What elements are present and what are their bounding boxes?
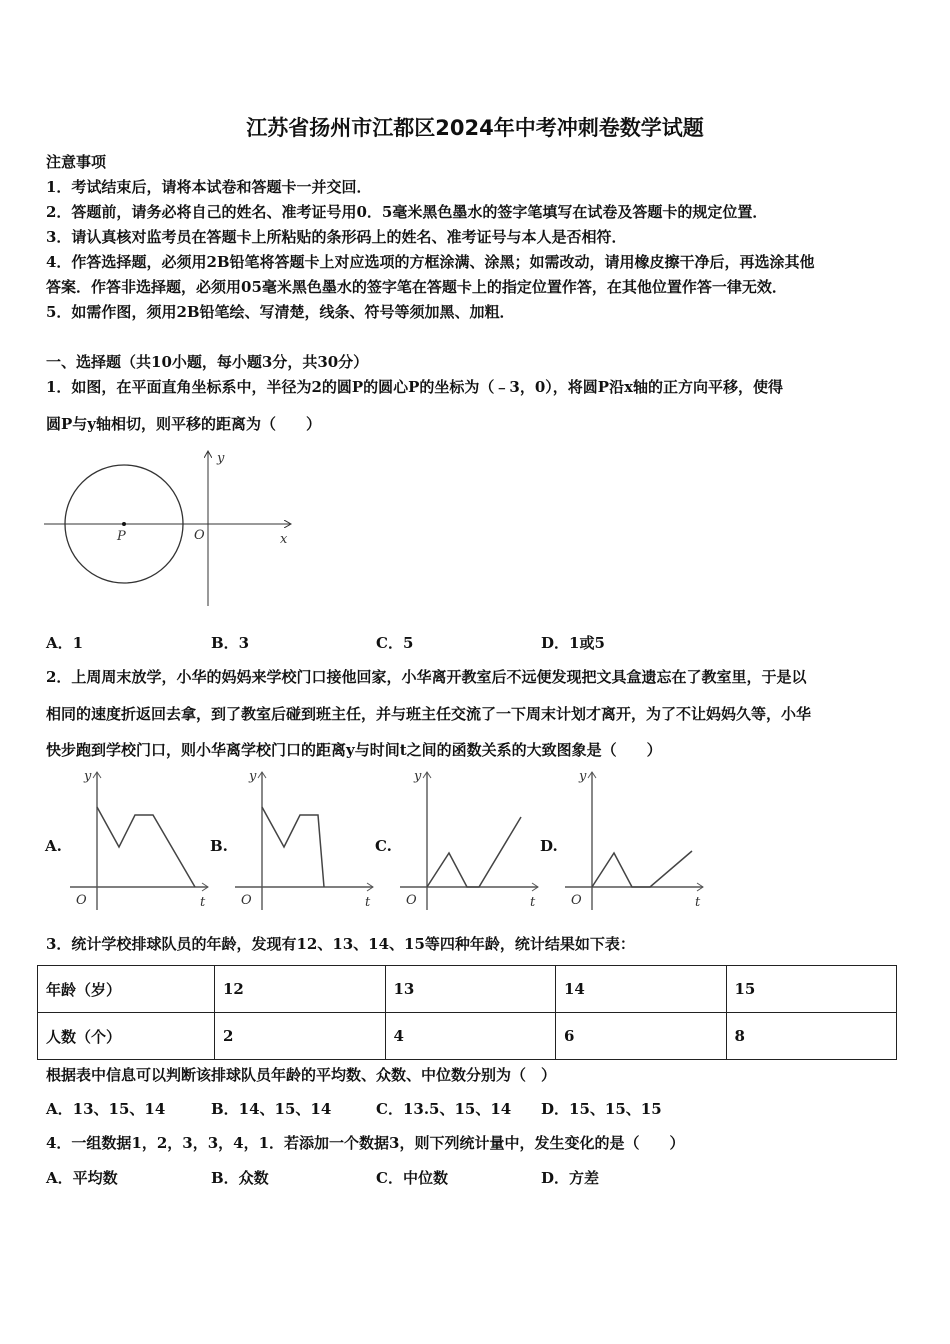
q2-graph-c	[400, 768, 545, 913]
t-label: t	[200, 895, 206, 910]
q1-option-a[interactable]: A．1	[46, 634, 84, 652]
t-label: t	[695, 895, 701, 910]
q2-option-a[interactable]: A.	[45, 837, 62, 855]
y-label: y	[579, 769, 587, 784]
q4-option-d[interactable]: D．方差	[541, 1169, 600, 1187]
q3-question: 根据表中信息可以判断该排球队员年龄的平均数、众数、中位数分别为（ ）	[46, 1066, 557, 1084]
q4-option-c[interactable]: C．中位数	[376, 1169, 448, 1187]
q3-option-a[interactable]: A．13、15、14	[46, 1100, 166, 1118]
q3-option-c[interactable]: C．13.5、15、14	[376, 1100, 512, 1118]
table-cell: 人数（个）	[38, 1013, 215, 1060]
q2-text: 快步跑到学校门口，则小华离学校门口的距离y与时间t之间的函数关系的大致图象是（ ）	[46, 741, 662, 759]
origin-label: O	[241, 893, 252, 908]
table-cell: 12	[215, 966, 386, 1013]
notice-item: 2．答题前，请务必将自己的姓名、准考证号用0．5毫米黑色墨水的签字笔填写在试卷及答题卡的规定位置．	[46, 203, 768, 221]
q2-option-c[interactable]: C.	[375, 837, 392, 855]
table-cell: 13	[385, 966, 556, 1013]
notice-item: 4．作答选择题，必须用2B铅笔将答题卡上对应选项的方框涂满、涂黑；如需改动，请用橡皮擦干净后，再选涂其他	[46, 253, 815, 271]
q2-text: 2．上周周末放学，小华的妈妈来学校门口接他回家，小华离开教室后不远便发现把文具盒遗忘在了教室里，于是以	[46, 668, 807, 686]
q2-text: 相同的速度折返回去拿，到了教室后碰到班主任，并与班主任交流了一下周末计划才离开，为了不让妈妈久等，小华	[46, 705, 812, 723]
table-cell: 4	[385, 1013, 556, 1060]
origin-label: O	[571, 893, 582, 908]
table-cell: 年龄（岁）	[38, 966, 215, 1013]
age-table	[37, 965, 897, 1060]
y-label: y	[84, 769, 92, 784]
table-cell: 15	[726, 966, 897, 1013]
y-label: y	[414, 769, 422, 784]
y-label: y	[217, 451, 225, 466]
origin-label: O	[406, 893, 417, 908]
q2-graph-b	[235, 768, 380, 913]
page-title: 江苏省扬州市江都区2024年中考冲刺卷数学试题	[246, 116, 704, 140]
q2-graph-a	[70, 768, 215, 913]
y-label: y	[249, 769, 257, 784]
q1-text: 1．如图，在平面直角坐标系中，半径为2的圆P的圆心P的坐标为（﹣3，0），将圆P沿x轴的正方向平移，使得	[46, 378, 784, 396]
table-cell: 6	[556, 1013, 727, 1060]
q1-option-d[interactable]: D．1或5	[541, 634, 605, 652]
p-label: P	[117, 529, 126, 544]
notice-heading: 注意事项	[46, 153, 107, 171]
q1-circle-figure	[44, 448, 299, 613]
q3-option-d[interactable]: D．15、15、15	[541, 1100, 662, 1118]
t-label: t	[365, 895, 371, 910]
q4-option-b[interactable]: B．众数	[211, 1169, 269, 1187]
q1-text: 圆P与y轴相切，则平移的距离为（ ）	[46, 415, 321, 433]
table-cell: 14	[556, 966, 727, 1013]
x-label: x	[280, 532, 288, 547]
q1-option-c[interactable]: C．5	[376, 634, 414, 652]
q2-option-d[interactable]: D.	[540, 837, 558, 855]
q3-text: 3．统计学校排球队员的年龄，发现有12、13、14、15等四种年龄，统计结果如下表：	[46, 935, 635, 953]
origin-label: O	[194, 528, 205, 543]
notice-item: 5．如需作图，须用2B铅笔绘、写清楚，线条、符号等须加黑、加粗．	[46, 303, 515, 321]
notice-item: 答案．作答非选择题，必须用05毫米黑色墨水的签字笔在答题卡上的指定位置作答，在其他位置作答一律无效．	[46, 278, 787, 296]
origin-label: O	[76, 893, 87, 908]
table-cell: 8	[726, 1013, 897, 1060]
q2-graph-d	[565, 768, 710, 913]
notice-item: 3．请认真核对监考员在答题卡上所粘贴的条形码上的姓名、准考证号与本人是否相符．	[46, 228, 627, 246]
table-row	[38, 966, 897, 1013]
table-cell: 2	[215, 1013, 386, 1060]
q4-text: 4．一组数据1，2，3，3，4，1．若添加一个数据3，则下列统计量中，发生变化的是（ ）	[46, 1134, 685, 1152]
q2-option-b[interactable]: B.	[210, 837, 228, 855]
section-heading: 一、选择题（共10小题，每小题3分，共30分）	[46, 353, 369, 371]
q1-option-b[interactable]: B．3	[211, 634, 250, 652]
table-row	[38, 1013, 897, 1060]
notice-item: 1．考试结束后，请将本试卷和答题卡一并交回．	[46, 178, 372, 196]
q4-option-a[interactable]: A．平均数	[46, 1169, 118, 1187]
t-label: t	[530, 895, 536, 910]
q3-option-b[interactable]: B．14、15、14	[211, 1100, 332, 1118]
